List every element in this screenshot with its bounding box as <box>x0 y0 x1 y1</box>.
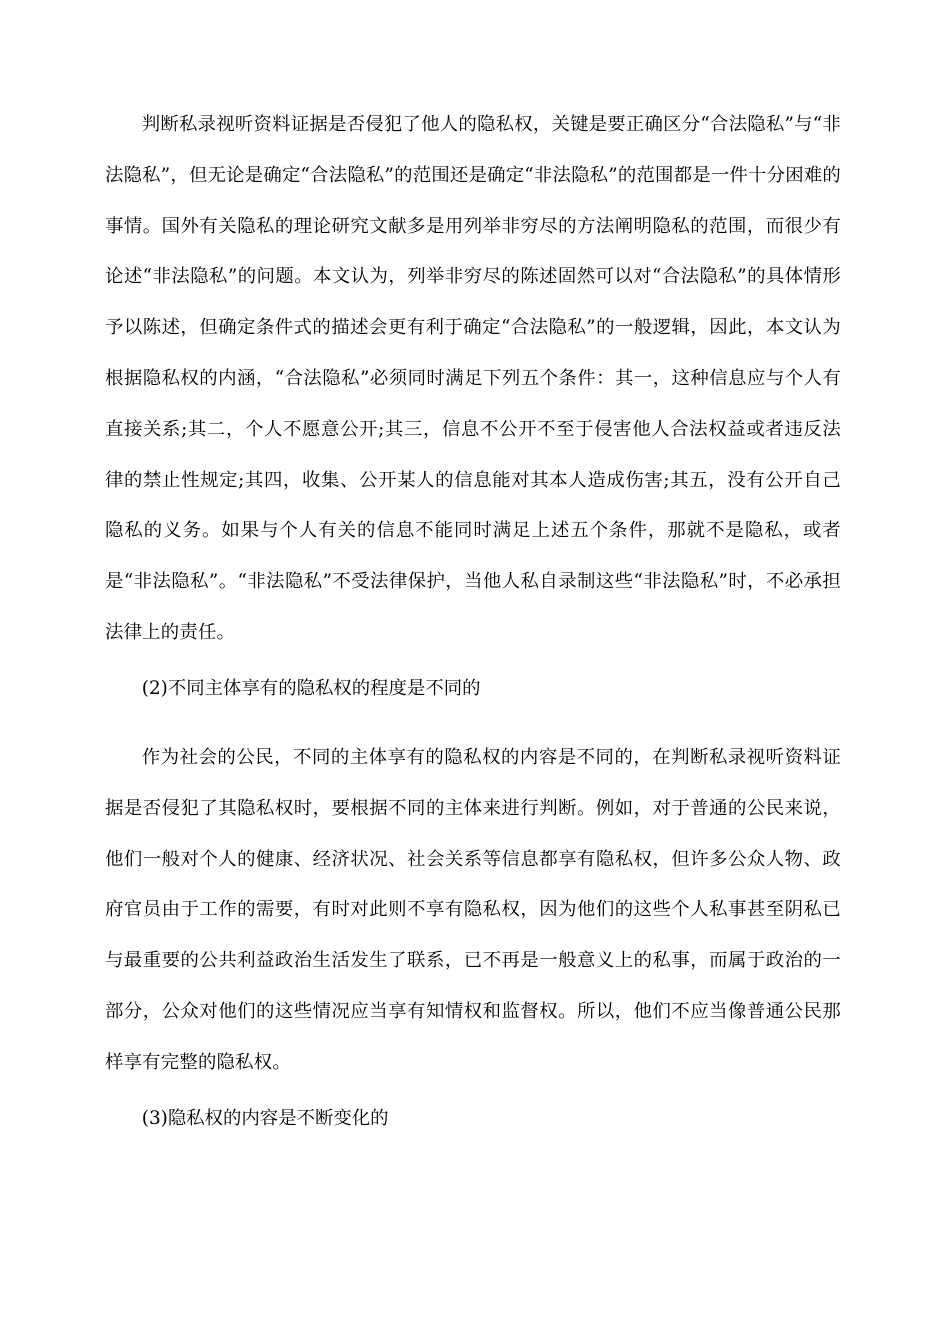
section-heading-3: (3)隐私权的内容是不断变化的 <box>141 1108 389 1129</box>
body-paragraph-subjects: 作为社会的公民，不同的主体享有的隐私权的内容是不同的，在判断私录视听资料证据是否侵犯了其隐私权时，要根据不同的主体来进行判断。例如，对于普通的公民来说，他们一般对个人的健康、经济状况、社会关系等信息都享有隐私权，但许多公众人物、政府官员由于工作的需要，有时对此则不享有隐私权，因为他们的这些个人私事甚至阴私已与最重要的公共利益政治生活发生了联系，已不再是一般意义上的私事，而属于政治的一部分，公众对他们的这些情况应当享有知情权和监督权。所以，他们不应当像普通公民那样享有完整的隐私权。 <box>105 747 841 1073</box>
section-heading-2: (2)不同主体享有的隐私权的程度是不同的 <box>141 678 481 699</box>
body-paragraph-legal-privacy: 判断私录视听资料证据是否侵犯了他人的隐私权，关键是要正确区分“合法隐私”与“非法隐私”，但无论是确定“合法隐私”的范围还是确定“非法隐私”的范围都是一件十分困难的事情。国外有关隐私的理论研究文献多是用列举非穷尽的方法阐明隐私的范围，而很少有论述“非法隐私”的问题。本文认为，列举非穷尽的陈述固然可以对“合法隐私”的具体情形予以陈述，但确定条件式的描述会更有利于确定“合法隐私”的一般逻辑，因此，本文认为根据隐私权的内涵，“合法隐私”必须同时满足下列五个条件：其一，这种信息应与个人有直接关系;其二，个人不愿意公开;其三，信息不公开不至于侵害他人合法权益或者违反法律的禁止性规定;其四，收集、公开某人的信息能对其本人造成伤害;其五，没有公开自己隐私的义务。如果与个人有关的信息不能同时满足上述五个条件，那就不是隐私，或者是“非法隐私”。“非法隐私”不受法律保护，当他人私自录制这些“非法隐私”时，不必承担法律上的责任。 <box>105 114 841 643</box>
